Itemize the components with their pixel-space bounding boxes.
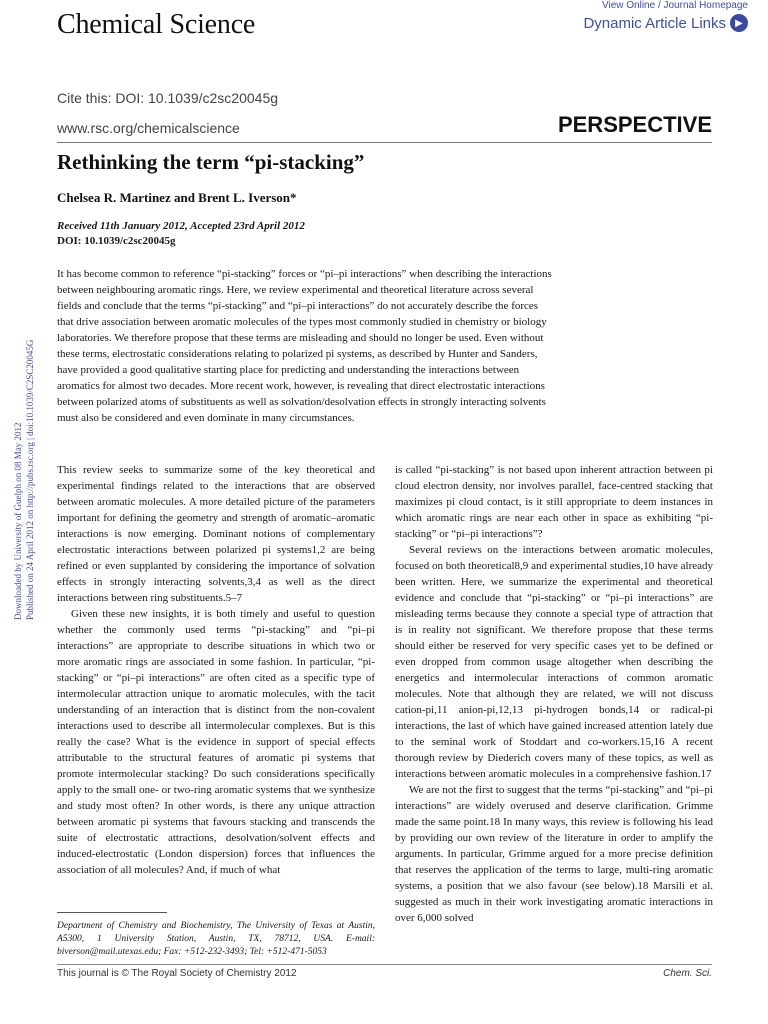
dynamic-links-label[interactable]: Dynamic Article Links bbox=[583, 14, 726, 32]
header-divider bbox=[57, 142, 712, 143]
play-arrow-icon[interactable]: ▶ bbox=[730, 14, 748, 32]
cite-line: Cite this: DOI: 10.1039/c2sc20045g bbox=[57, 90, 279, 106]
footnote-divider bbox=[57, 912, 167, 913]
body-column-left bbox=[57, 462, 375, 878]
body-paragraph: Given these new insights, it is both timely and useful to question whether the commonly used terms “pi-stacking” and “pi–pi interactions” are appropriate to describe situations in which two or more aromatic rings are associated in some fashion. In particular, “pi-stacking” or “pi–pi interactions” are often cited as a specific type of intermolecular attraction unique to aromatic molecules, with the tacit understanding of an interaction that is distinct from the non-covalent interactions used to describe all intermolecular complexes. But is this really the case? What is the evidence in support of special effects attributable to the structural features of aromatic pi systems that promote intermolecular stacking? Do such considerations specifically apply to the small one- or two-ring aromatic systems that we synthesize and study most often? In other words, is there any unique attraction between aromatic pi systems that favours stacking and transcends the suite of electrostatic attractions, desolvation/solvent effects and induced-electrostatic (London dispersion) forces that influences the association of all molecules? And, if much of what bbox=[57, 608, 375, 876]
body-paragraph: is called “pi-stacking” is not based upon inherent attraction between pi cloud electron density, nor involves parallel, face-centred stacking that maximizes pi cloud contact, is it still appropriate to deem instances in which aromatic rings are near each other in space as exhibiting “pi-stacking” or “pi–pi interactions”? bbox=[395, 464, 713, 540]
footer-divider bbox=[57, 964, 712, 965]
footer-journal-abbrev: Chem. Sci. bbox=[663, 968, 712, 979]
body-column-right bbox=[395, 462, 713, 926]
article-title: Rethinking the term “pi-stacking” bbox=[57, 150, 365, 174]
footer-copyright: This journal is © The Royal Society of Chemistry 2012 bbox=[57, 968, 297, 979]
body-paragraph: Several reviews on the interactions between aromatic molecules, focused on both theoretical8,9 and experimental studies,10 have already been written. Here, we summarize the experimental and theoretical evidence and conclude that “pi-stacking” or “pi–pi interactions” are misleading terms because they connote a special type of attraction that is in reality not significant. We therefore propose that these terms should either be reserved for very specific cases yet to be defined or even dropped from common usage altogether when describing the energetics and intermolecular interactions of common aromatic molecules. Note that although they are related, we will not discuss cation-pi,11 anion-pi,12,13 pi-hydrogen bonds,14 or radical-pi interactions, the last of which have gained increased attention lately due to the seminal work of Stoddart and co-workers.15,16 A recent thorough review by Diederich covers many of these topics, as well as interactions between aromatic molecules in a comprehensive fashion.17 bbox=[395, 544, 713, 780]
journal-website[interactable]: www.rsc.org/chemicalscience bbox=[57, 120, 240, 136]
side-note-line-2[interactable]: Published on 24 April 2012 on http://pubs.rsc.org | doi:10.1039/C2SC20045G bbox=[25, 339, 35, 620]
body-paragraph: This review seeks to summarize some of the key theoretical and experimental findings related to the interactions that are observed between aromatic molecules. A more detailed picture of the parameters important for defining the geometry and strength of aromatic–aromatic interactions is now emerging. Dominant notions of complementary electrostatic interactions between polarized pi systems1,2 are being refined or even supplanted by considering the importance of solvation effects in strongly interacting solvents,3,4 as well as the direct interactions between ring substituents.5–7 bbox=[57, 464, 375, 604]
abstract: It has become common to reference “pi-stacking” forces or “pi–pi interactions” when describing the interactions between neighbouring aromatic rings. Here, we review experimental and theoretical literature across several fields and conclude that the terms “pi-stacking” and “pi–pi interactions” do not accurately describe the forces that drive association between aromatic molecules of the types most commonly studied in chemistry or biology laboratories. We therefore propose that these terms are misleading and should no longer be used. Even without these terms, electrostatic considerations relating to polarized pi systems, as described by Hunter and Sanders, have provided a good qualitative starting place for predicting and understanding the interactions between aromatics for almost two decades. More recent work, however, is revealing that direct electrostatic interactions between polarized atoms of substituents as well as solvation/desolvation effects in strongly interacting solvents must also be considered and even dominate in many circumstances. bbox=[57, 268, 552, 424]
dynamic-article-links[interactable] bbox=[583, 14, 748, 32]
journal-title: Chemical Science bbox=[57, 9, 256, 40]
side-note-line-1[interactable]: Downloaded by University of Guelph on 08 May 2012 bbox=[13, 422, 23, 620]
article-authors: Chelsea R. Martinez and Brent L. Iverson* bbox=[57, 190, 297, 205]
body-paragraph: We are not the first to suggest that the terms “pi-stacking” and “pi–pi interactions” are widely overused and deserve clarification. Grimme made the same point.18 In many ways, this review is following his lead by providing our own review of the literature in order to amplify the arguments. In particular, Grimme argued for a more precise definition that reserves the application of the terms to large, multi-ring aromatic systems, a position that we also favour (see below).18 Marsili et al. suggested as much in their work investigating aromatic interactions in over 6,000 solved bbox=[395, 784, 713, 924]
article-type-label: PERSPECTIVE bbox=[557, 112, 712, 137]
download-side-note[interactable] bbox=[12, 260, 36, 620]
view-online-link[interactable]: View Online / Journal Homepage bbox=[601, 0, 748, 11]
affiliation-footnote: Department of Chemistry and Biochemistry, The University of Texas at Austin, A5300, 1 University Station, Austin, TX, 78712, USA. E-mail: biverson@mail.utexas.edu; Fax: +512-232-3493; Tel: +512-471-5053 bbox=[57, 921, 375, 957]
article-doi: DOI: 10.1039/c2sc20045g bbox=[57, 235, 176, 247]
received-dates: Received 11th January 2012, Accepted 23rd April 2012 bbox=[57, 220, 305, 232]
